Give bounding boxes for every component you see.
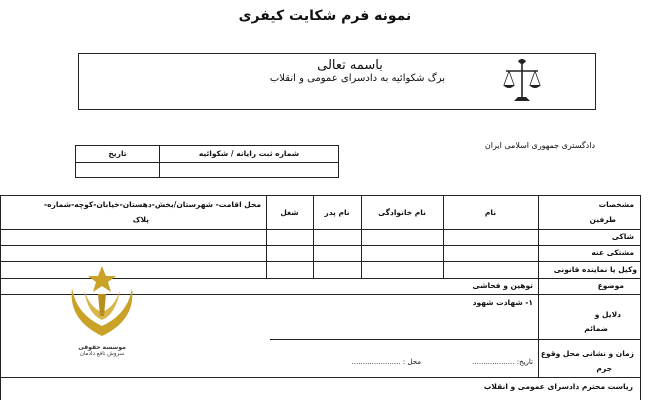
col-specs-label: مشخصات — [598, 200, 634, 209]
col-address-label: محل اقامت- شهرستان/بخش-دهستان-خیابان-کوچه-شماره- — [44, 200, 261, 209]
col-father-label: نام پدر — [324, 208, 350, 217]
law-firm-logo — [58, 264, 146, 364]
court-label: دادگستری جمهوری اسلامی ایران — [484, 141, 595, 150]
col-address-label-2: پلاک — [132, 215, 149, 224]
row-accused-label: مشتکی عنه — [591, 248, 634, 257]
place-field[interactable]: محل : ...................... — [351, 358, 421, 366]
time-place-label-2: جرم — [596, 364, 612, 373]
registration-date-label: تاریخ — [108, 149, 127, 158]
row-attorney-label: وکیل یا نماینده قانونی — [553, 265, 637, 274]
time-place-label: زمان و نشانی محل وقوع — [540, 349, 634, 358]
subject-value: توهین و فحاشی — [472, 281, 533, 290]
logo-line2: سروش نافع دادمان — [79, 351, 125, 357]
iran-emblem-icon — [500, 57, 544, 105]
basmala: باسمه تعالی — [317, 58, 383, 73]
col-name-label: نام — [484, 208, 497, 217]
date-field[interactable]: تاریخ: ................... — [472, 358, 533, 366]
logo-line1: موسسه حقوقی — [78, 344, 126, 351]
law-firm-emblem-icon — [58, 264, 146, 340]
registration-table — [75, 145, 339, 178]
footer-text: ریاست محترم دادسرای عمومی و انقلاب — [483, 382, 633, 391]
header-subtitle: برگ شکوائیه به دادسرای عمومی و انقلاب — [269, 73, 445, 84]
evidence-value: ۱- شهادت شهود — [472, 298, 533, 307]
row-plaintiff-label: شاکی — [611, 232, 634, 241]
col-specs-label-2: طرفین — [589, 215, 616, 224]
col-family-label: نام خانوادگی — [378, 208, 426, 217]
col-job-label: شغل — [280, 208, 299, 217]
page-title: نمونه فرم شکایت کیفری — [238, 8, 412, 24]
registration-number-label: شماره ثبت رایانه / شکوائیه — [198, 149, 300, 158]
subject-label: موضوع — [597, 281, 624, 290]
evidence-label: دلایل و — [594, 310, 621, 319]
evidence-label-2: ضمائم — [584, 324, 608, 333]
